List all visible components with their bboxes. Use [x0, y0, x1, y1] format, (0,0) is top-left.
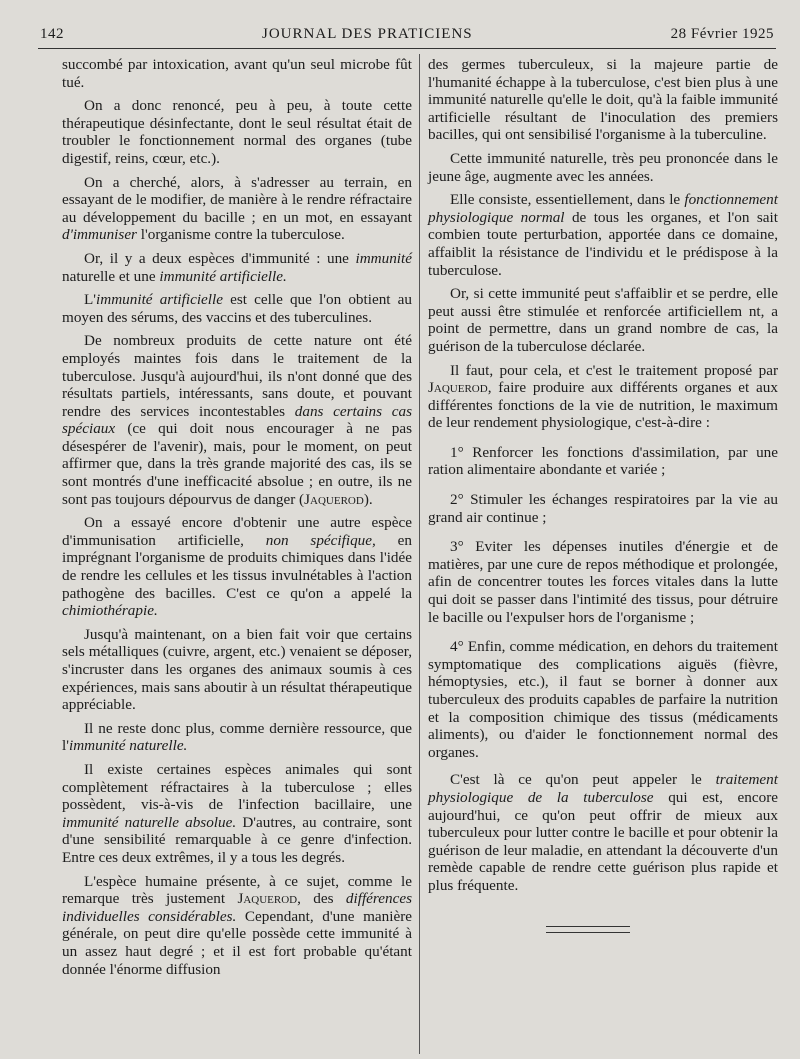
list-item: 3° Eviter les dépenses inutiles d'énergie et de matières, par une cure de repos méthodique et prolongée, afin de concentrer toutes les forces vitales dans la lutte qui doit se passer dans l'intimité des tissus, pour détruire le bacille ou l'expulser hors de l'organisme ; [428, 538, 778, 626]
paragraph: On a cherché, alors, à s'adresser au terrain, en essayant de le modifier, de manière à le rendre réfractaire au développement du bacille ; en un mot, en essayant d'immuniser l'organisme contre la tuberculose. [62, 173, 412, 244]
paragraph: Il faut, pour cela, et c'est le traitement proposé par Jaquerod, faire produire aux différents organes et aux différentes fonctions de la vie de nutrition, le maximum de leur rendement physiologique, c'est-à-dire : [428, 361, 778, 432]
list-item: 4° Enfin, comme médication, en dehors du traitement symptomatique des complications aiguës (fièvre, hémoptysies, etc.), il faut se borner à donner aux tuberculeux des produits capables de parfaire la nutrition et la composition chimique des tissus (médicaments aliments), ou d'aider le fonctionnement normal des organes. [428, 638, 778, 761]
paragraph: Elle consiste, essentiellement, dans le fonctionnement physiologique normal de tous les organes, et l'on sait combien toute perturbation, apportée dans ce domaine, affaiblit la résistance de l'individu et le prédispose à la tuberculose. [428, 191, 778, 279]
paragraph: L'immunité artificielle est celle que l'on obtient au moyen des sérums, des vaccins et des tuberculines. [62, 291, 412, 326]
column-divider [419, 54, 420, 1054]
paragraph: Cette immunité naturelle, très peu prononcée dans le jeune âge, augmente avec les années. [428, 149, 778, 185]
list-item: 2° Stimuler les échanges respiratoires par la vie au grand air continue ; [428, 491, 778, 526]
paragraph: succombé par intoxication, avant qu'un seul microbe fût tué. [62, 56, 412, 91]
paragraph: Il existe certaines espèces animales qui sont complètement réfractaires à la tuberculose ; elles possèdent, vis-à-vis de l'infection bacillaire, une immunité naturelle absolue. D'autres, au contraire, sont d'une sensibilité remarquable à ce genre d'infection. Entre ces deux extrêmes, il y a tous les degrés. [62, 760, 412, 866]
left-column [62, 56, 412, 984]
header-rule [38, 48, 776, 49]
paragraph: Or, il y a deux espèces d'immunité : une immunité naturelle et une immunité artificielle. [62, 249, 412, 285]
end-of-article-rule [546, 926, 630, 933]
paragraph: C'est là ce qu'on peut appeler le traitement physiologique de la tuberculose qui est, encore aujourd'hui, ce qu'on peut offrir de mieux aux tuberculeux pour lutter contre le bacille et pour obtenir la guérison de leur maladie, en attendant la découverte d'un remède capable de rendre cette guérison plus rapide et plus fréquente. [428, 771, 779, 894]
right-column [428, 56, 778, 901]
paragraph: Jusqu'à maintenant, on a bien fait voir que certains sels métalliques (cuivre, argent, etc.) venaient se déposer, s'incruster dans les organes des animaux soumis à ces expériences, mais sans aboutir à un résultat thérapeutique appréciable. [62, 625, 412, 714]
treatment-list [428, 444, 778, 762]
page-header [40, 22, 774, 46]
paragraph: Or, si cette immunité peut s'affaiblir et se perdre, elle peut aussi être stimulée et renforcée artificiellem nt, a point de permettre, dans un grand nombre de cas, la guérison de la tuberculose déclarée. [428, 285, 778, 355]
issue-date: 28 Février 1925 [670, 25, 774, 42]
paragraph: L'espèce humaine présente, à ce sujet, comme le remarque très justement Jaquerod, des différences individuelles considérables. Cependant, d'une manière générale, on peut dire qu'elle possède cette immunité à un assez haut degré ; et il est fort probable qu'étant donnée l'énorme diffusion [62, 872, 412, 978]
paragraph: On a essayé encore d'obtenir une autre espèce d'immunisation artificielle, non spécifique, en imprégnant l'organisme de produits chimiques dans l'idée de rendre les cellules et les tissus invulnétables à l'action pathogène des bacilles. C'est ce qu'on a appelé la chimiothérapie. [62, 514, 412, 620]
list-item: 1° Renforcer les fonctions d'assimilation, par une ration alimentaire abondante et variée ; [428, 443, 778, 479]
paragraph: des germes tuberculeux, si la majeure partie de l'humanité échappe à la tuberculose, c'est bien plus à une immunité naturelle qu'elle le doit, qu'à la faible immunité artificielle résultant de l'inoculation des premiers bacilles, qui ont sensibilisé l'organisme à la tuberculine. [428, 56, 778, 144]
page-number: 142 [40, 25, 64, 42]
journal-title: JOURNAL DES PRATICIENS [262, 25, 473, 42]
paragraph: On a donc renoncé, peu à peu, à toute cette thérapeutique désinfectante, dont le seul résultat était de troubler le fonctionnement normal des organes (tube digestif, reins, cœur, etc.). [62, 97, 412, 167]
paragraph: Il ne reste donc plus, comme dernière ressource, que l'immunité naturelle. [62, 719, 412, 755]
paragraph: De nombreux produits de cette nature ont été employés maintes fois dans le traitement de la tuberculose. Jusqu'à aujourd'hui, ils n'ont donné que des résultats partiels, intéressants, sans doute, et pouvant rendre des services incontestables dans certains cas spéciaux (ce qui doit nous encourager à ne pas désespérer de l'avenir), mais, pour le moment, on peut affirmer que, dans la très grande majorité des cas, ils se sont montrés d'une inefficacité absolue ; en outre, ils ne sont pas toujours dépourvus de danger (Jaquerod). [62, 332, 412, 508]
